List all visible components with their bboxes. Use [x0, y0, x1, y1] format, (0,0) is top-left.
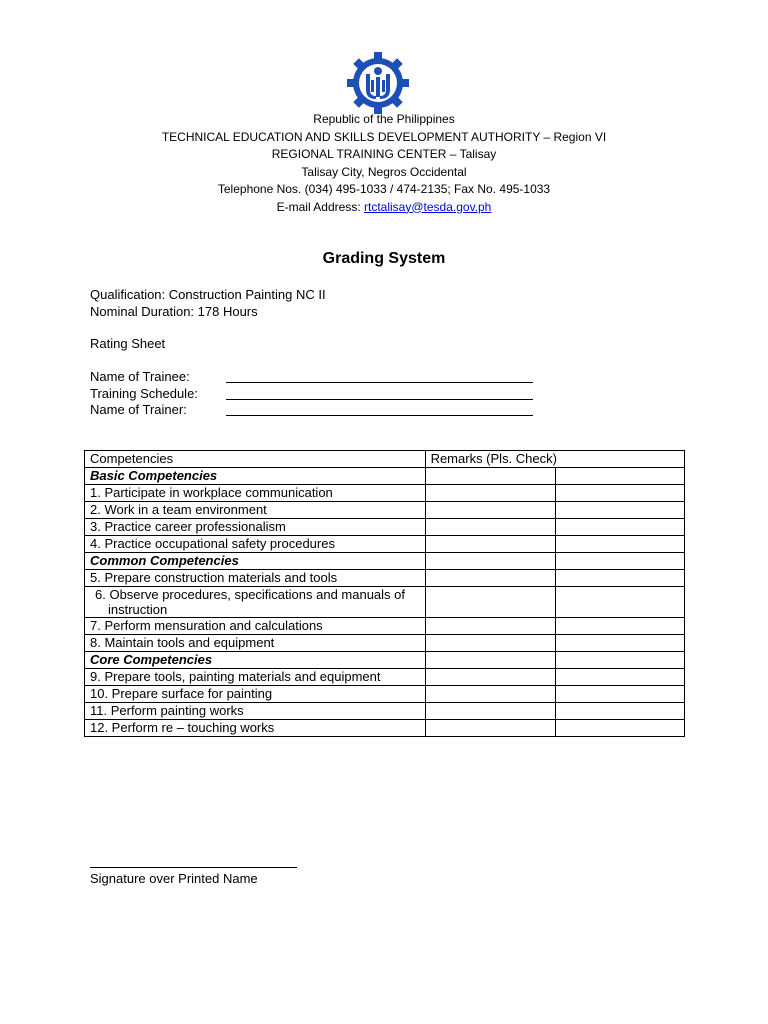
check-cell[interactable]	[555, 652, 684, 669]
check-cell[interactable]	[555, 485, 684, 502]
check-cell[interactable]	[425, 587, 555, 618]
letterhead	[0, 111, 768, 216]
competency-name: 5. Prepare construction materials and tools	[85, 570, 426, 587]
check-cell[interactable]	[425, 635, 555, 652]
table-row	[85, 720, 685, 737]
competency-name: 11. Perform painting works	[85, 703, 426, 720]
competency-name: 12. Perform re – touching works	[85, 720, 426, 737]
header-line-agency: TECHNICAL EDUCATION AND SKILLS DEVELOPMENT AUTHORITY – Region VI	[161, 129, 607, 144]
trainer-name-row	[90, 402, 533, 419]
check-cell[interactable]	[555, 587, 684, 618]
check-cell[interactable]	[425, 703, 555, 720]
competency-name: 8. Maintain tools and equipment	[85, 635, 426, 652]
trainee-name-label: Name of Trainee:	[90, 369, 190, 384]
training-schedule-label: Training Schedule:	[90, 385, 198, 401]
table-row	[85, 669, 685, 686]
trainee-fields	[90, 369, 533, 419]
table-row	[85, 485, 685, 502]
check-cell[interactable]	[555, 618, 684, 635]
page-title: Grading System	[322, 250, 446, 267]
qualification-text: Qualification: Construction Painting NC II	[90, 287, 326, 302]
competency-name: 7. Perform mensuration and calculations	[85, 618, 426, 635]
training-schedule-row	[90, 386, 533, 403]
tesda-logo	[347, 52, 409, 114]
table-row	[85, 502, 685, 519]
header-line-republic: Republic of the Philippines	[313, 112, 455, 126]
training-schedule-blank[interactable]	[226, 386, 533, 400]
check-cell[interactable]	[425, 536, 555, 553]
signature-line[interactable]	[90, 867, 297, 868]
check-cell[interactable]	[425, 468, 555, 485]
competency-name: 10. Prepare surface for painting	[85, 686, 426, 703]
header-line-phone: Telephone Nos. (034) 495-1033 / 474-2135; Fax No. 495-1033	[217, 182, 551, 196]
category-row	[85, 468, 685, 485]
header-remarks: Remarks (Pls. Check)	[425, 451, 684, 468]
header-competencies: Competencies	[85, 451, 426, 468]
competency-name-text: 6. Observe procedures, specifications and manuals of instruction	[95, 587, 406, 617]
table-header-row	[85, 451, 685, 468]
category-core: Core Competencies	[85, 652, 426, 669]
table-row	[85, 618, 685, 635]
check-cell[interactable]	[555, 519, 684, 536]
check-cell[interactable]	[555, 669, 684, 686]
category-row	[85, 652, 685, 669]
check-cell[interactable]	[425, 570, 555, 587]
check-cell[interactable]	[555, 468, 684, 485]
check-cell[interactable]	[425, 652, 555, 669]
table-row	[85, 519, 685, 536]
competency-name: 9. Prepare tools, painting materials and equipment	[85, 669, 426, 686]
trainee-name-blank[interactable]	[226, 369, 533, 383]
check-cell[interactable]	[555, 570, 684, 587]
check-cell[interactable]	[555, 720, 684, 737]
table-row	[85, 587, 685, 618]
table-row	[85, 635, 685, 652]
check-cell[interactable]	[555, 502, 684, 519]
rating-sheet-label: Rating Sheet	[90, 336, 166, 351]
header-line-address: Talisay City, Negros Occidental	[301, 164, 467, 179]
check-cell[interactable]	[425, 553, 555, 570]
trainee-name-row	[90, 369, 533, 386]
check-cell[interactable]	[425, 669, 555, 686]
competency-name: 2. Work in a team environment	[85, 502, 426, 519]
competency-name: 4. Practice occupational safety procedures	[85, 536, 426, 553]
check-cell[interactable]	[425, 485, 555, 502]
competencies-table	[84, 450, 685, 737]
table-row	[85, 703, 685, 720]
table-row	[85, 570, 685, 587]
table-row	[85, 536, 685, 553]
header-line-center: REGIONAL TRAINING CENTER – Talisay	[271, 147, 497, 161]
category-row	[85, 553, 685, 570]
header-line-email	[0, 199, 768, 217]
check-cell[interactable]	[425, 720, 555, 737]
category-basic: Basic Competencies	[85, 468, 426, 485]
check-cell[interactable]	[425, 686, 555, 703]
check-cell[interactable]	[425, 502, 555, 519]
category-common: Common Competencies	[85, 553, 426, 570]
competency-name	[85, 587, 426, 618]
email-label: E-mail Address:	[276, 199, 364, 214]
email-link[interactable]: rtctalisay@tesda.gov.ph	[364, 199, 492, 214]
table-row	[85, 686, 685, 703]
check-cell[interactable]	[555, 703, 684, 720]
competency-name: 1. Participate in workplace communication	[85, 485, 426, 502]
duration-text: Nominal Duration: 178 Hours	[90, 303, 258, 319]
competency-name: 3. Practice career professionalism	[85, 519, 426, 536]
check-cell[interactable]	[555, 536, 684, 553]
qualification-info	[90, 287, 326, 320]
trainer-name-blank[interactable]	[226, 402, 533, 416]
signature-label: Signature over Printed Name	[90, 871, 258, 886]
check-cell[interactable]	[425, 618, 555, 635]
check-cell[interactable]	[555, 686, 684, 703]
check-cell[interactable]	[555, 553, 684, 570]
check-cell[interactable]	[555, 635, 684, 652]
check-cell[interactable]	[425, 519, 555, 536]
trainer-name-label: Name of Trainer:	[90, 402, 187, 417]
